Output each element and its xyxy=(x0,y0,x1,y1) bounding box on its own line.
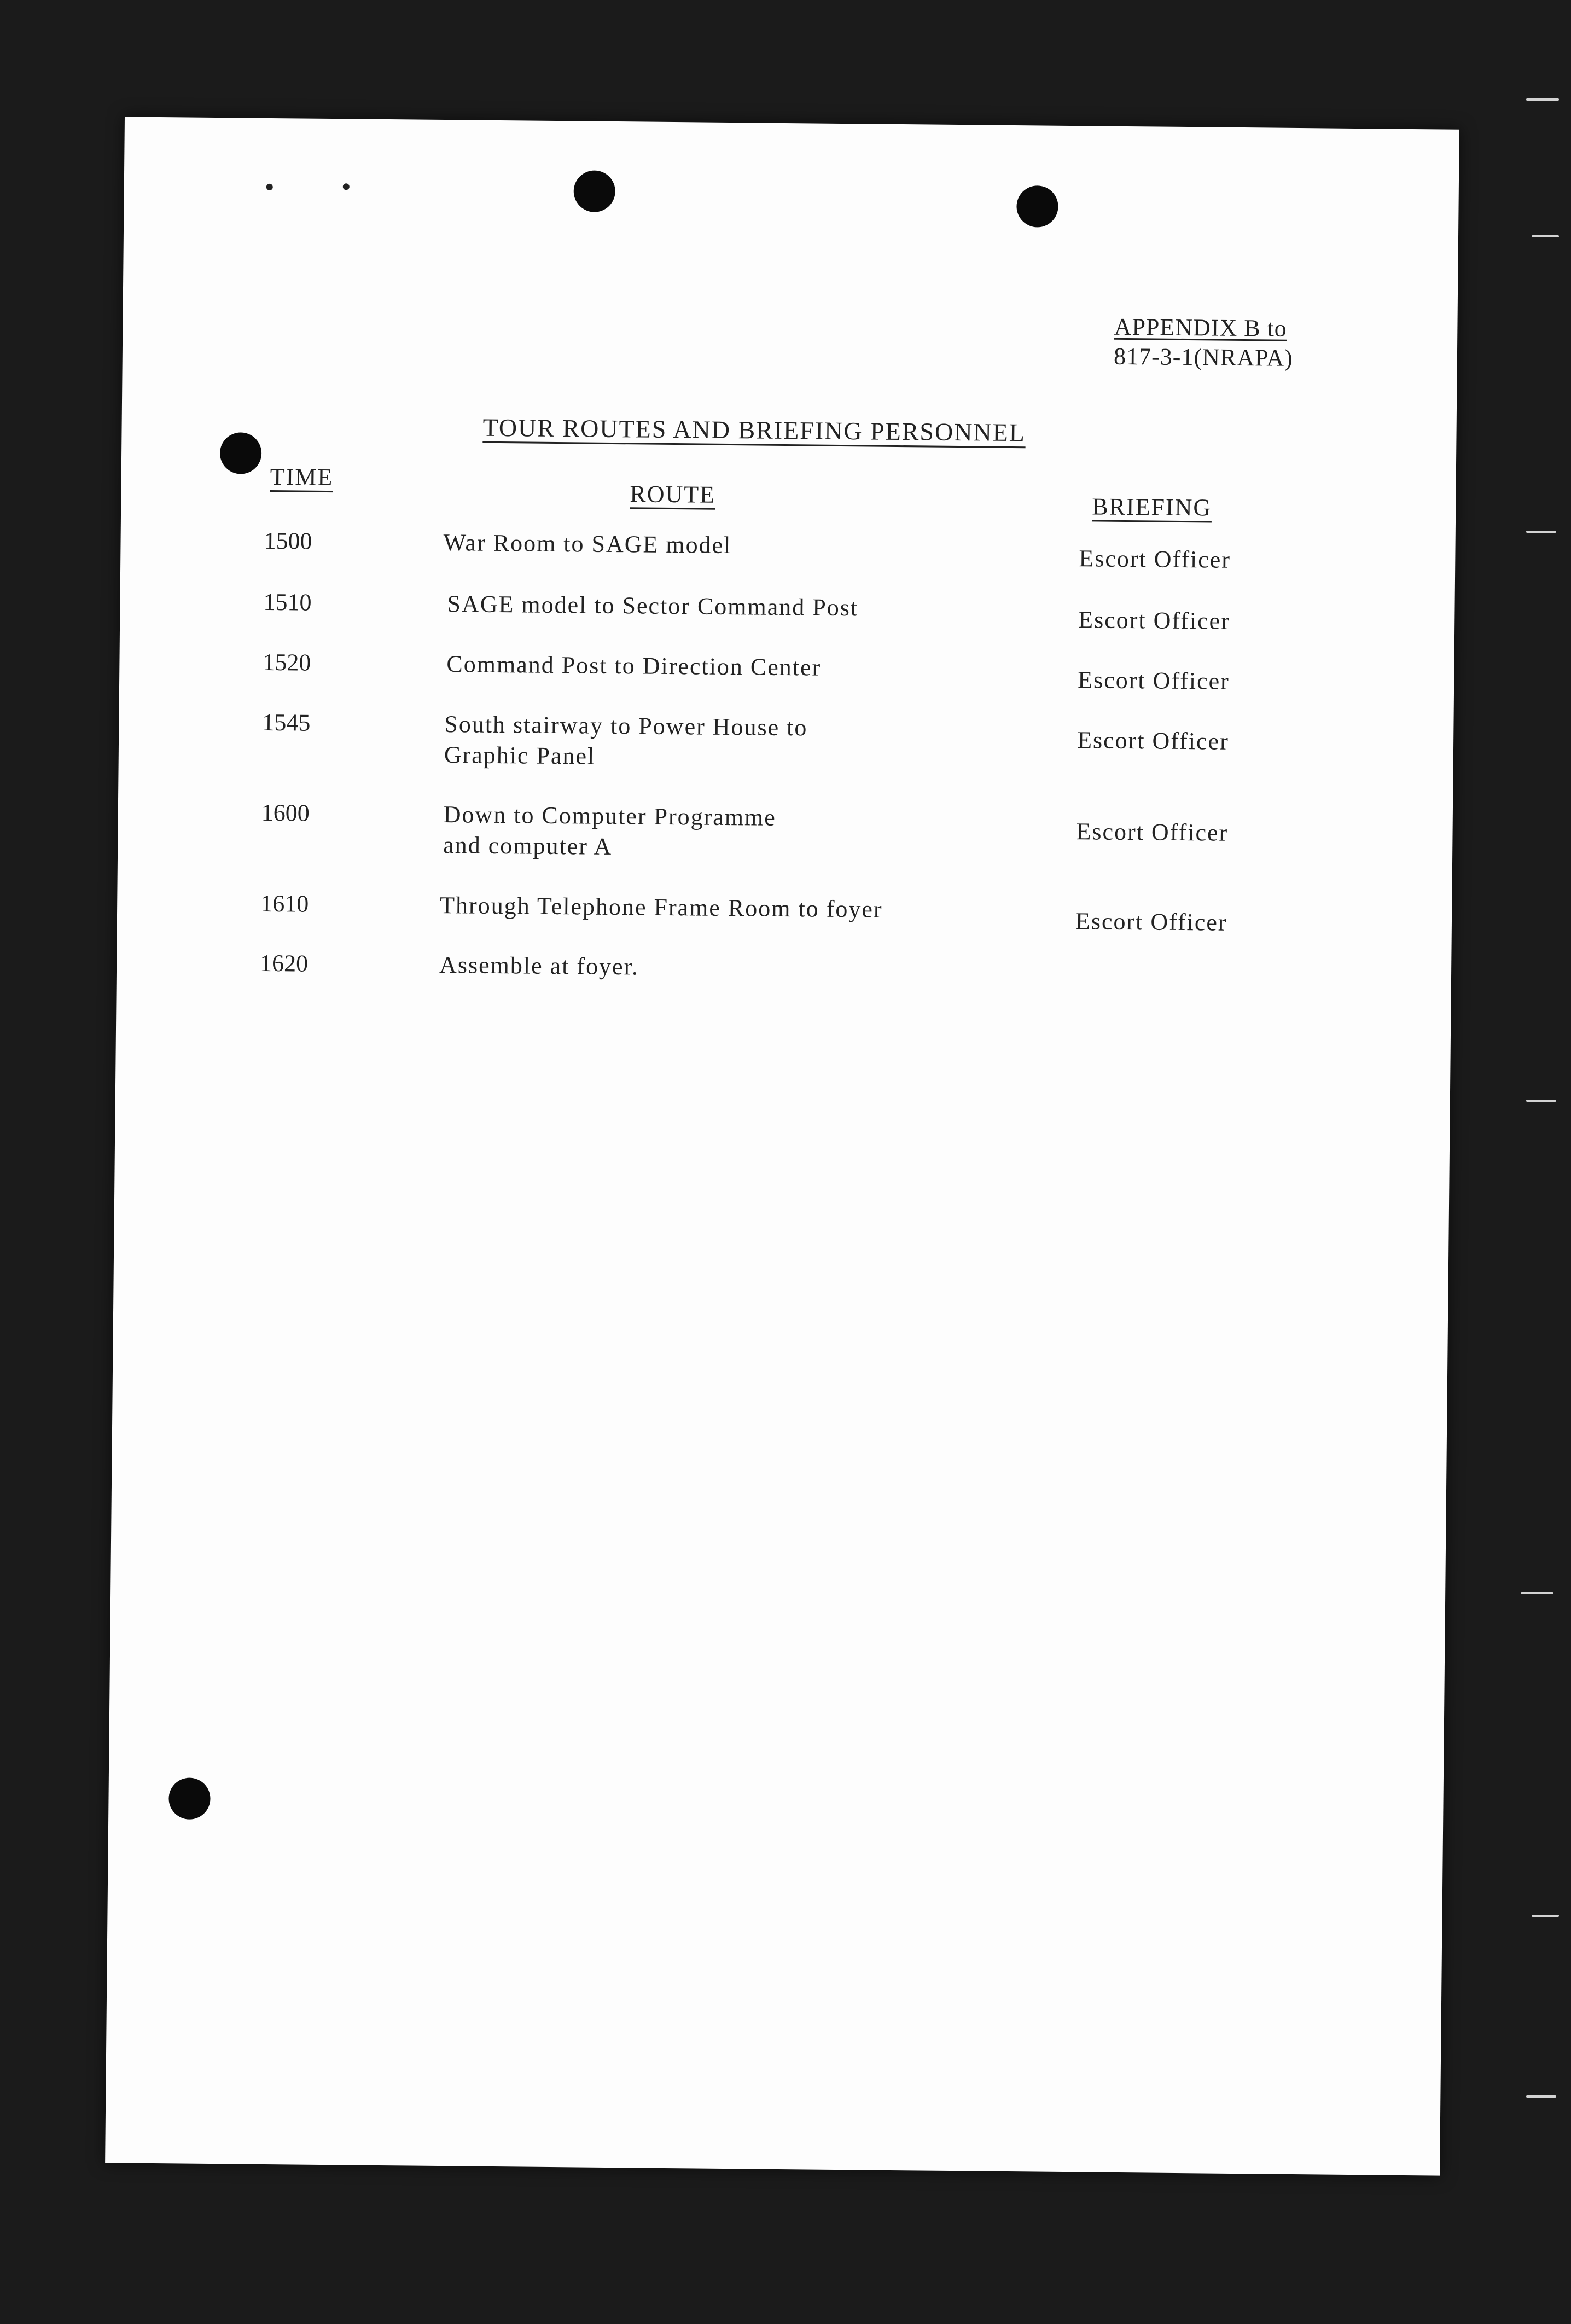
table-row xyxy=(120,585,1455,635)
film-edge-mark xyxy=(1526,1100,1556,1102)
film-edge-mark xyxy=(1526,98,1559,101)
punch-hole xyxy=(1016,185,1058,228)
row-briefing: Escort Officer xyxy=(1077,666,1230,695)
row-time: 1600 xyxy=(261,799,310,827)
row-briefing: Escort Officer xyxy=(1075,908,1227,936)
film-edge-mark xyxy=(1526,531,1556,533)
row-time: 1510 xyxy=(263,588,312,616)
document-page xyxy=(105,117,1459,2175)
row-briefing: Escort Officer xyxy=(1076,818,1229,846)
film-edge-mark xyxy=(1526,2095,1556,2098)
row-route: Down to Computer Programme and computer A xyxy=(443,801,777,860)
row-briefing xyxy=(1075,956,1348,958)
column-header-time: TIME xyxy=(270,463,334,491)
row-time: 1500 xyxy=(264,527,312,555)
table-row xyxy=(117,887,1452,936)
table-row xyxy=(118,796,1453,860)
row-time: 1520 xyxy=(263,648,311,676)
row-route: War Room to SAGE model xyxy=(443,529,732,559)
film-edge-mark xyxy=(1521,1592,1553,1594)
row-briefing: Escort Officer xyxy=(1079,545,1231,573)
row-route: Through Telephone Frame Room to foyer xyxy=(439,891,883,923)
table-row xyxy=(117,946,1451,980)
row-time: 1620 xyxy=(259,949,309,977)
row-route: Assemble at foyer. xyxy=(439,951,639,980)
table-row xyxy=(121,524,1456,573)
appendix-line-1: APPENDIX B to xyxy=(1114,313,1288,342)
punch-hole xyxy=(168,1777,211,1820)
film-edge-mark xyxy=(1532,235,1559,237)
row-time: 1545 xyxy=(262,708,311,736)
row-briefing: Escort Officer xyxy=(1077,727,1230,755)
row-briefing: Escort Officer xyxy=(1078,606,1231,635)
column-header-route: ROUTE xyxy=(630,480,716,508)
table-row xyxy=(119,706,1454,770)
column-header-briefing: BRIEFING xyxy=(1092,493,1212,521)
table-row xyxy=(120,646,1454,695)
row-route: Command Post to Direction Center xyxy=(446,650,822,681)
row-route: SAGE model to Sector Command Post xyxy=(447,590,859,621)
appendix-line-2: 817-3-1(NRAPA) xyxy=(1113,342,1294,371)
punch-hole xyxy=(573,170,615,212)
ink-speck xyxy=(343,183,350,190)
punch-hole xyxy=(220,432,262,474)
appendix-reference xyxy=(1114,312,1294,373)
row-route: South stairway to Power House to Graphic Panel xyxy=(444,711,808,770)
ink-speck xyxy=(266,184,273,190)
row-time: 1610 xyxy=(260,890,309,917)
document-title: TOUR ROUTES AND BRIEFING PERSONNEL xyxy=(482,413,1026,447)
film-edge-mark xyxy=(1532,1915,1559,1917)
